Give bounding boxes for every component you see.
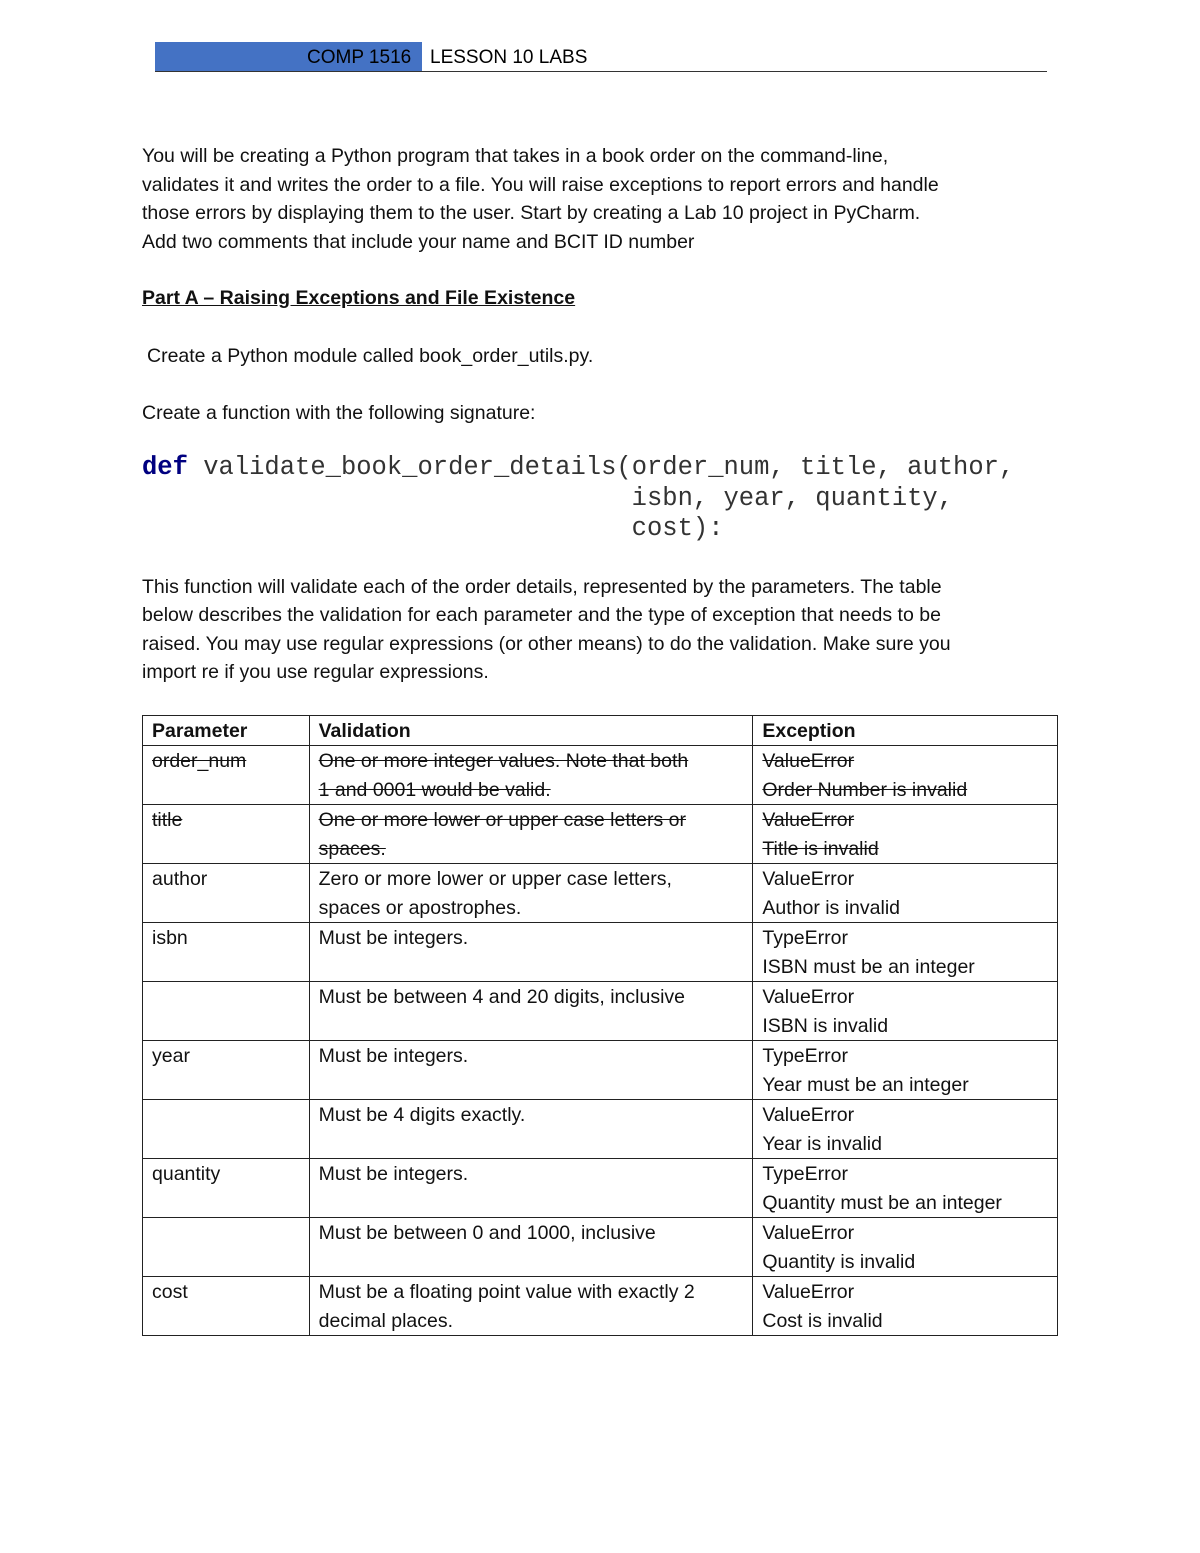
cell-parameter: quantity: [143, 1159, 310, 1218]
exception-type: TypeError: [762, 927, 848, 949]
cell-exception: [753, 1100, 1058, 1159]
code-line: isbn, year, quantity,: [142, 483, 954, 513]
description-line: below describes the validation for each parameter and the type of exception that needs to be: [142, 604, 941, 626]
validation-line: Must be between 0 and 1000, inclusive: [318, 1222, 656, 1244]
description-line: import re if you use regular expressions.: [142, 661, 489, 683]
cell-parameter: cost: [143, 1277, 310, 1336]
code-line: validate_book_order_details(order_num, title, author,: [187, 453, 1015, 482]
table-row: [143, 864, 1058, 923]
table-row: [143, 982, 1058, 1041]
cell-parameter: [143, 982, 310, 1041]
cell-parameter: [143, 1100, 310, 1159]
cell-parameter: isbn: [143, 923, 310, 982]
section-heading: Part A – Raising Exceptions and File Existence: [142, 287, 576, 309]
module-instruction: Create a Python module called book_order_utils.py.: [147, 345, 594, 367]
exception-message: Year is invalid: [762, 1132, 882, 1155]
cell-validation: [309, 864, 753, 923]
validation-line: Must be integers.: [318, 927, 469, 949]
code-keyword: def: [142, 453, 188, 482]
table-row: [143, 1277, 1058, 1336]
exception-message: Quantity is invalid: [762, 1250, 916, 1273]
column-header-validation: Validation: [309, 715, 753, 746]
document-body: [142, 142, 1058, 1336]
validation-line: spaces or apostrophes.: [318, 896, 522, 919]
table-row: [143, 746, 1058, 805]
cell-exception: [753, 1041, 1058, 1100]
cell-validation: [309, 746, 753, 805]
validation-line: Zero or more lower or upper case letters,: [318, 868, 672, 890]
exception-message: Title is invalid: [762, 837, 879, 860]
exception-type: TypeError: [762, 1045, 848, 1067]
table-row: [143, 1100, 1058, 1159]
column-header-parameter: Parameter: [143, 715, 310, 746]
exception-type: ValueError: [762, 986, 855, 1008]
cell-validation: [309, 805, 753, 864]
exception-type: ValueError: [762, 1281, 855, 1303]
cell-exception: [753, 805, 1058, 864]
cell-parameter: order_num: [143, 746, 310, 805]
intro-line: You will be creating a Python program that takes in a book order on the command-line,: [142, 145, 889, 167]
cell-exception: [753, 982, 1058, 1041]
cell-parameter: [143, 1218, 310, 1277]
function-signature-code: [142, 453, 1058, 545]
cell-validation: [309, 923, 753, 982]
validation-line: One or more lower or upper case letters or: [318, 809, 687, 831]
table-row: [143, 805, 1058, 864]
code-line: cost):: [142, 514, 724, 543]
exception-type: ValueError: [762, 1222, 855, 1244]
cell-exception: [753, 746, 1058, 805]
exception-type: TypeError: [762, 1163, 848, 1185]
cell-validation: [309, 982, 753, 1041]
table-body: [143, 746, 1058, 1336]
cell-parameter: year: [143, 1041, 310, 1100]
exception-message: Quantity must be an integer: [762, 1191, 1002, 1214]
exception-message: ISBN is invalid: [762, 1014, 889, 1037]
exception-message: ISBN must be an integer: [762, 955, 975, 978]
signature-instruction: Create a function with the following signature:: [142, 401, 536, 424]
intro-line: Add two comments that include your name and BCIT ID number: [142, 230, 695, 253]
header-lesson-title: LESSON 10 LABS: [430, 47, 588, 68]
cell-exception: [753, 864, 1058, 923]
cell-exception: [753, 923, 1058, 982]
header-rule: [155, 71, 1047, 72]
exception-type: ValueError: [762, 750, 855, 772]
cell-parameter: author: [143, 864, 310, 923]
exception-message: Cost is invalid: [762, 1309, 883, 1332]
validation-line: 1 and 0001 would be valid.: [318, 778, 551, 801]
validation-line: Must be integers.: [318, 1045, 469, 1067]
cell-validation: [309, 1277, 753, 1336]
validation-line: Must be a floating point value with exactly 2: [318, 1281, 695, 1303]
cell-validation: [309, 1218, 753, 1277]
table-row: [143, 923, 1058, 982]
column-header-exception: Exception: [753, 715, 1058, 746]
exception-type: ValueError: [762, 868, 855, 890]
cell-validation: [309, 1100, 753, 1159]
exception-type: ValueError: [762, 1104, 855, 1126]
validation-line: spaces.: [318, 837, 386, 860]
cell-exception: [753, 1277, 1058, 1336]
cell-exception: [753, 1218, 1058, 1277]
cell-exception: [753, 1159, 1058, 1218]
validation-line: Must be 4 digits exactly.: [318, 1104, 526, 1126]
description-paragraph: [142, 573, 1058, 687]
header-course-code: COMP 1516: [307, 47, 412, 68]
intro-paragraph: [142, 142, 1058, 256]
description-line: raised. You may use regular expressions (or other means) to do the validation. Make sure you: [142, 632, 951, 655]
exception-message: Year must be an integer: [762, 1073, 969, 1096]
description-line: This function will validate each of the order details, represented by the parameters. The table: [142, 575, 942, 598]
table-row: [143, 1218, 1058, 1277]
table-header-row: [143, 715, 1058, 746]
exception-message: Order Number is invalid: [762, 778, 968, 801]
cell-validation: [309, 1159, 753, 1218]
intro-line: validates it and writes the order to a file. You will raise exceptions to report errors and handle: [142, 173, 939, 196]
table-row: [143, 1041, 1058, 1100]
cell-parameter: title: [143, 805, 310, 864]
exception-type: ValueError: [762, 809, 855, 831]
intro-line: those errors by displaying them to the user. Start by creating a Lab 10 project in PyCharm.: [142, 202, 921, 224]
exception-message: Author is invalid: [762, 896, 901, 919]
validation-table: [142, 715, 1058, 1337]
validation-line: decimal places.: [318, 1309, 454, 1332]
validation-line: Must be between 4 and 20 digits, inclusive: [318, 986, 685, 1008]
table-row: [143, 1159, 1058, 1218]
validation-line: One or more integer values. Note that both: [318, 750, 689, 772]
validation-line: Must be integers.: [318, 1163, 469, 1185]
cell-validation: [309, 1041, 753, 1100]
